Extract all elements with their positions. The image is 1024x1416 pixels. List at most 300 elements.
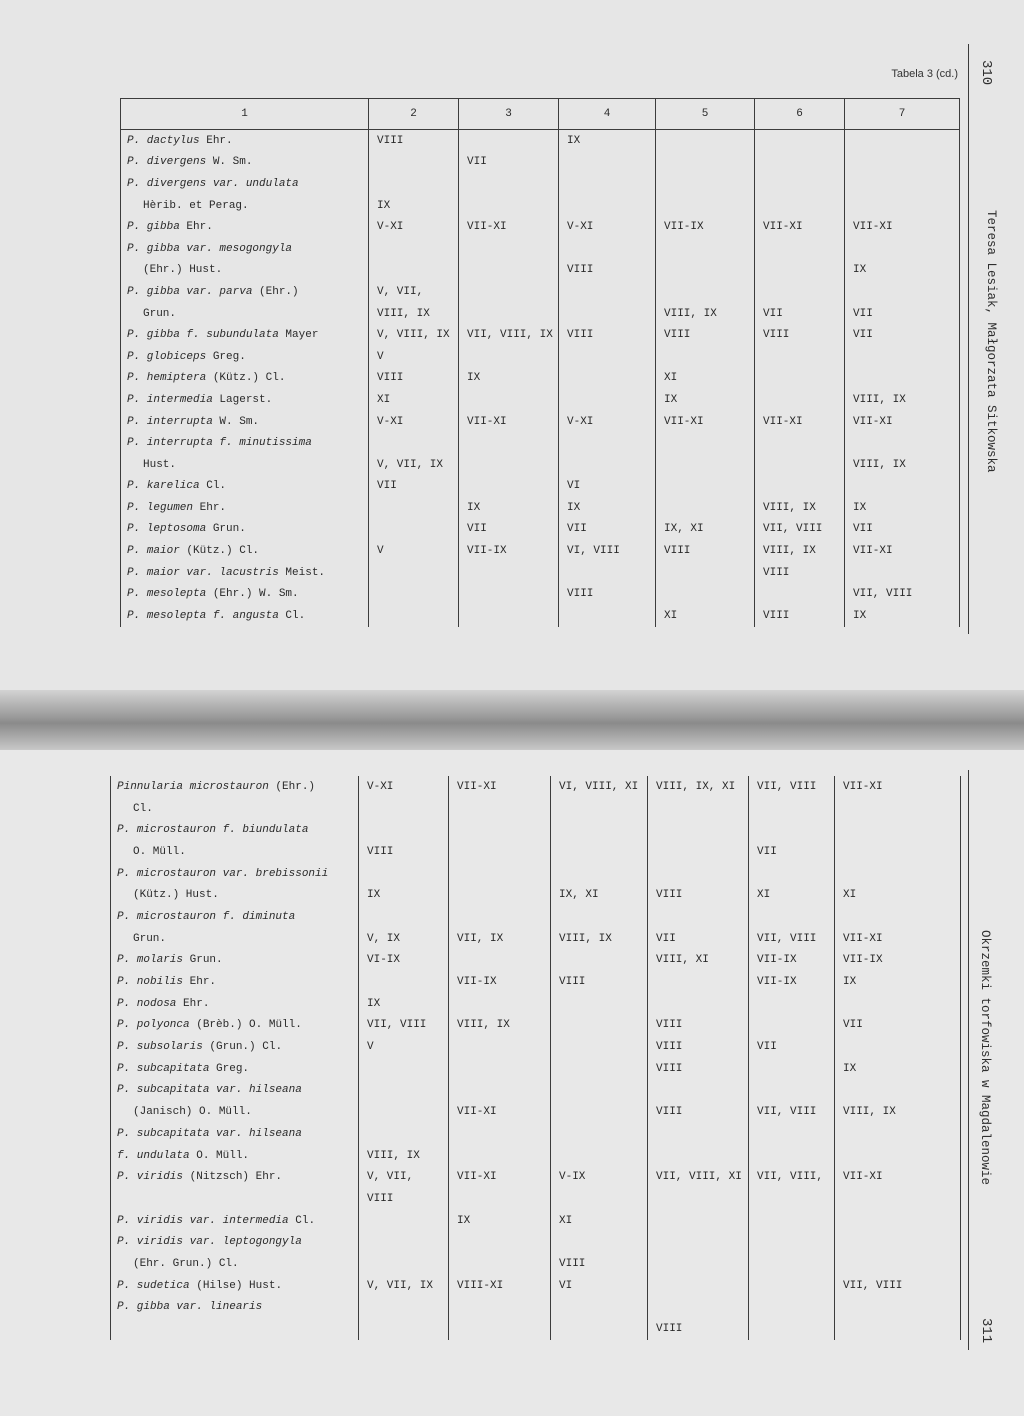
site-7-months: IX [845, 497, 960, 519]
site-7-months [835, 1318, 961, 1340]
site-6-months [749, 1210, 835, 1232]
table-row [121, 583, 960, 605]
site-6-months [755, 476, 845, 498]
site-6-months [755, 238, 845, 260]
site-7-months [835, 819, 961, 841]
site-5-months: VIII [648, 1058, 749, 1080]
taxon-name: P. gibba Ehr. [121, 216, 369, 238]
site-4-months [551, 1101, 648, 1123]
site-6-months: VII [749, 841, 835, 863]
site-7-months [845, 130, 960, 152]
taxon-name: P. viridis var. intermedia Cl. [111, 1210, 359, 1232]
taxon-name: P. intermedia Lagerst. [121, 389, 369, 411]
site-6-months [749, 1253, 835, 1275]
site-2-months: VII [369, 476, 459, 498]
site-5-months [656, 130, 755, 152]
site-4-months [551, 1231, 648, 1253]
site-4-months [551, 798, 648, 820]
site-5-months [656, 562, 755, 584]
site-7-months [835, 863, 961, 885]
site-2-months: V [369, 540, 459, 562]
site-5-months [656, 281, 755, 303]
taxon-name: P. subcapitata Greg. [111, 1058, 359, 1080]
taxon-name: P. mesolepta f. angusta Cl. [121, 605, 369, 627]
site-3-months: VII, IX [449, 928, 551, 950]
site-3-months [449, 1318, 551, 1340]
taxon-name: P. subcapitata var. hilseana [111, 1080, 359, 1102]
site-2-months [359, 971, 449, 993]
site-4-months: VI [551, 1275, 648, 1297]
site-3-months [449, 798, 551, 820]
taxon-name: P. hemiptera (Kütz.) Cl. [121, 368, 369, 390]
site-3-months [459, 605, 559, 627]
margin-rule-top [968, 44, 969, 634]
site-5-months: VIII [656, 324, 755, 346]
page-number-top: 310 [978, 60, 994, 86]
site-4-months [551, 950, 648, 972]
site-5-months: XI [656, 605, 755, 627]
site-3-months [459, 195, 559, 217]
site-4-months [559, 152, 656, 174]
table-row [111, 971, 961, 993]
running-head-title: Okrzemki torfowiska w Magdalenowie [978, 930, 992, 1186]
book-gutter [0, 690, 1024, 750]
site-3-months [459, 303, 559, 325]
site-3-months [449, 993, 551, 1015]
taxon-name: P. dactylus Ehr. [121, 130, 369, 152]
site-3-months: VII [459, 519, 559, 541]
table-row [121, 497, 960, 519]
table-row [111, 993, 961, 1015]
site-4-months: VI, VIII, XI [551, 776, 648, 798]
taxon-name: P. gibba var. mesogongyla [121, 238, 369, 260]
taxon-name: P. subcapitata var. hilseana [111, 1123, 359, 1145]
site-2-months [359, 1318, 449, 1340]
site-3-months [459, 562, 559, 584]
site-2-months: V, VII, [369, 281, 459, 303]
site-2-months [359, 1123, 449, 1145]
site-5-months [648, 1145, 749, 1167]
site-3-months: VII-XI [459, 216, 559, 238]
site-4-months [551, 1058, 648, 1080]
taxon-name: P. interrupta f. minutissima [121, 432, 369, 454]
site-2-months [369, 260, 459, 282]
site-7-months [835, 1036, 961, 1058]
site-3-months [449, 863, 551, 885]
table-row [111, 1318, 961, 1340]
site-2-months [359, 863, 449, 885]
site-7-months [835, 1080, 961, 1102]
taxon-name: Grun. [121, 303, 369, 325]
site-5-months [656, 173, 755, 195]
site-7-months: IX [845, 605, 960, 627]
site-5-months: VIII [648, 1015, 749, 1037]
site-7-months [845, 195, 960, 217]
site-3-months: VII-XI [449, 776, 551, 798]
site-6-months [755, 432, 845, 454]
column-header-2: 2 [369, 99, 459, 130]
site-6-months [749, 819, 835, 841]
site-3-months [459, 173, 559, 195]
site-4-months: VIII [551, 971, 648, 993]
site-3-months: VII-IX [449, 971, 551, 993]
site-6-months [755, 152, 845, 174]
site-4-months: VIII [559, 324, 656, 346]
site-2-months [369, 583, 459, 605]
site-7-months [835, 841, 961, 863]
table-row [121, 519, 960, 541]
site-3-months [459, 238, 559, 260]
site-5-months: VII [648, 928, 749, 950]
site-2-months: VIII [369, 130, 459, 152]
site-6-months [749, 1058, 835, 1080]
site-2-months: VIII [359, 1188, 449, 1210]
site-6-months: VIII, IX [755, 497, 845, 519]
site-4-months [551, 1036, 648, 1058]
table-caption: Tabela 3 (cd.) [891, 68, 958, 80]
site-2-months [369, 173, 459, 195]
taxon-name: P. microstauron f. biundulata [111, 819, 359, 841]
taxon-name: Hèrib. et Perag. [121, 195, 369, 217]
taxon-name: P. legumen Ehr. [121, 497, 369, 519]
table-row [121, 540, 960, 562]
site-4-months: XI [551, 1210, 648, 1232]
site-4-months [559, 303, 656, 325]
site-4-months [559, 346, 656, 368]
table-row [121, 432, 960, 454]
site-3-months: IX [449, 1210, 551, 1232]
site-7-months: VII-XI [845, 411, 960, 433]
site-5-months: VIII [648, 1101, 749, 1123]
site-3-months [459, 389, 559, 411]
site-2-months: V, VIII, IX [369, 324, 459, 346]
site-7-months: VIII, IX [845, 454, 960, 476]
site-3-months [459, 260, 559, 282]
site-2-months: VIII [369, 368, 459, 390]
taxon-name: Grun. [111, 928, 359, 950]
site-7-months: VII [835, 1015, 961, 1037]
site-3-months [459, 346, 559, 368]
site-6-months [749, 993, 835, 1015]
site-5-months [648, 971, 749, 993]
site-7-months [835, 1123, 961, 1145]
table-row [121, 389, 960, 411]
table-row [121, 605, 960, 627]
table-row [111, 1036, 961, 1058]
site-4-months [551, 1318, 648, 1340]
site-3-months: VII, VIII, IX [459, 324, 559, 346]
site-2-months: V [369, 346, 459, 368]
table-header-row [121, 99, 960, 130]
site-6-months: VII-IX [749, 971, 835, 993]
site-2-months: V [359, 1036, 449, 1058]
table-row [121, 130, 960, 152]
site-6-months: VII-XI [755, 411, 845, 433]
site-4-months [551, 1123, 648, 1145]
site-7-months: VII, VIII [835, 1275, 961, 1297]
site-5-months [648, 863, 749, 885]
site-6-months [749, 1188, 835, 1210]
site-5-months: VIII, IX [656, 303, 755, 325]
site-7-months [845, 173, 960, 195]
site-4-months: VIII [559, 583, 656, 605]
taxon-name: P. divergens var. undulata [121, 173, 369, 195]
site-6-months [749, 798, 835, 820]
site-5-months [648, 841, 749, 863]
site-2-months: V-XI [369, 411, 459, 433]
site-7-months: IX [845, 260, 960, 282]
site-2-months [369, 562, 459, 584]
taxon-name: (Ehr. Grun.) Cl. [111, 1253, 359, 1275]
site-3-months [449, 1123, 551, 1145]
site-7-months [835, 1253, 961, 1275]
site-7-months: VII-XI [845, 216, 960, 238]
site-2-months: V-XI [369, 216, 459, 238]
site-5-months [648, 819, 749, 841]
site-3-months [459, 432, 559, 454]
site-2-months: VII, VIII [359, 1015, 449, 1037]
site-7-months [845, 281, 960, 303]
site-6-months: VII, VIII, [749, 1166, 835, 1188]
site-6-months [749, 863, 835, 885]
site-6-months: VII, VIII [749, 928, 835, 950]
table-row [121, 562, 960, 584]
site-5-months [648, 1275, 749, 1297]
site-4-months: IX, XI [551, 884, 648, 906]
site-4-months [559, 454, 656, 476]
site-5-months [648, 1210, 749, 1232]
site-6-months [749, 906, 835, 928]
site-6-months [755, 389, 845, 411]
site-3-months [459, 281, 559, 303]
site-7-months [845, 238, 960, 260]
site-3-months [449, 1297, 551, 1319]
site-6-months [755, 260, 845, 282]
taxon-name: P. sudetica (Hilse) Hust. [111, 1275, 359, 1297]
site-3-months [449, 950, 551, 972]
table-row [121, 152, 960, 174]
site-5-months [656, 260, 755, 282]
table-row [111, 1123, 961, 1145]
running-head-authors: Teresa Lesiak, Małgorzata Sitkowska [984, 210, 998, 473]
taxon-name: P. nodosa Ehr. [111, 993, 359, 1015]
site-6-months: VIII [755, 562, 845, 584]
site-2-months: IX [359, 993, 449, 1015]
site-2-months [369, 519, 459, 541]
site-5-months [648, 1231, 749, 1253]
site-3-months: VIII-XI [449, 1275, 551, 1297]
site-3-months [449, 1145, 551, 1167]
site-6-months: VII, VIII [749, 776, 835, 798]
site-4-months [559, 281, 656, 303]
taxon-name: P. globiceps Greg. [121, 346, 369, 368]
table-row [111, 1188, 961, 1210]
table-row [111, 1015, 961, 1037]
table-row [121, 368, 960, 390]
site-2-months [359, 906, 449, 928]
site-7-months [835, 1297, 961, 1319]
table-row [111, 1080, 961, 1102]
site-3-months [449, 1231, 551, 1253]
site-4-months: IX [559, 130, 656, 152]
site-2-months: V, VII, [359, 1166, 449, 1188]
site-5-months [656, 476, 755, 498]
site-3-months: VII [459, 152, 559, 174]
site-3-months [449, 1058, 551, 1080]
site-3-months: IX [459, 368, 559, 390]
site-6-months: XI [749, 884, 835, 906]
site-3-months [449, 1080, 551, 1102]
site-5-months [648, 1253, 749, 1275]
taxon-name: P. gibba var. linearis [111, 1297, 359, 1319]
column-header-6: 6 [755, 99, 845, 130]
site-3-months [449, 1036, 551, 1058]
site-6-months: VII-IX [749, 950, 835, 972]
site-6-months: VIII [755, 605, 845, 627]
table-row [121, 173, 960, 195]
site-7-months: IX [835, 1058, 961, 1080]
site-2-months: V, VII, IX [359, 1275, 449, 1297]
taxon-name: P. divergens W. Sm. [121, 152, 369, 174]
site-6-months [755, 368, 845, 390]
taxon-name: (Janisch) O. Müll. [111, 1101, 359, 1123]
site-5-months: IX, XI [656, 519, 755, 541]
site-2-months [359, 819, 449, 841]
site-3-months [449, 1188, 551, 1210]
taxon-name: P. viridis (Nitzsch) Ehr. [111, 1166, 359, 1188]
table-row [111, 1166, 961, 1188]
site-4-months: V-XI [559, 411, 656, 433]
column-header-4: 4 [559, 99, 656, 130]
site-7-months [835, 906, 961, 928]
column-header-1: 1 [121, 99, 369, 130]
table-row [111, 819, 961, 841]
margin-rule-bottom [968, 770, 969, 1350]
site-2-months [369, 605, 459, 627]
column-header-5: 5 [656, 99, 755, 130]
site-6-months: VII-XI [755, 216, 845, 238]
table-row [111, 1231, 961, 1253]
site-5-months [656, 238, 755, 260]
table-row [121, 303, 960, 325]
site-4-months [559, 238, 656, 260]
site-5-months [656, 454, 755, 476]
site-5-months [648, 906, 749, 928]
site-3-months: IX [459, 497, 559, 519]
table-row [111, 1145, 961, 1167]
site-7-months: VIII, IX [835, 1101, 961, 1123]
site-6-months [749, 1275, 835, 1297]
site-2-months [359, 1210, 449, 1232]
site-5-months: VIII [648, 1318, 749, 1340]
site-4-months [551, 1015, 648, 1037]
site-4-months: V-IX [551, 1166, 648, 1188]
site-3-months [449, 819, 551, 841]
site-5-months [656, 195, 755, 217]
table-row [111, 928, 961, 950]
site-7-months [835, 993, 961, 1015]
site-3-months: VIII, IX [449, 1015, 551, 1037]
site-4-months [551, 1145, 648, 1167]
site-2-months: VIII, IX [369, 303, 459, 325]
table-row [111, 1058, 961, 1080]
site-7-months [845, 562, 960, 584]
site-4-months [559, 389, 656, 411]
site-7-months: XI [835, 884, 961, 906]
site-5-months [656, 497, 755, 519]
taxon-name: P. microstauron var. brebissonii [111, 863, 359, 885]
site-7-months [845, 432, 960, 454]
taxon-name: P. viridis var. leptogongyla [111, 1231, 359, 1253]
table-row [111, 841, 961, 863]
site-5-months: VII-XI [656, 411, 755, 433]
site-3-months [459, 454, 559, 476]
site-4-months [551, 906, 648, 928]
site-2-months [359, 1231, 449, 1253]
site-2-months: V-XI [359, 776, 449, 798]
site-3-months [459, 130, 559, 152]
site-5-months: IX [656, 389, 755, 411]
site-2-months [369, 432, 459, 454]
site-6-months: VII, VIII [749, 1101, 835, 1123]
site-7-months: VII-XI [835, 776, 961, 798]
site-3-months: VII-XI [459, 411, 559, 433]
site-4-months [551, 993, 648, 1015]
site-6-months: VII [755, 303, 845, 325]
site-2-months: V, VII, IX [369, 454, 459, 476]
site-3-months [449, 841, 551, 863]
table-row [121, 238, 960, 260]
site-6-months [749, 1015, 835, 1037]
table-row [111, 906, 961, 928]
site-4-months: IX [559, 497, 656, 519]
site-2-months: VI-IX [359, 950, 449, 972]
site-2-months [369, 238, 459, 260]
site-3-months [449, 906, 551, 928]
table-row [121, 411, 960, 433]
site-4-months: VIII [551, 1253, 648, 1275]
site-4-months: VII [559, 519, 656, 541]
column-header-3: 3 [459, 99, 559, 130]
taxon-name: P. polyonca (Brèb.) O. Müll. [111, 1015, 359, 1037]
taxon-name: P. gibba var. parva (Ehr.) [121, 281, 369, 303]
site-3-months [449, 1253, 551, 1275]
taxon-name [111, 1188, 359, 1210]
column-header-7: 7 [845, 99, 960, 130]
table-row [111, 950, 961, 972]
taxon-name [111, 1318, 359, 1340]
site-4-months [559, 173, 656, 195]
site-2-months: IX [369, 195, 459, 217]
site-2-months [369, 497, 459, 519]
site-7-months [835, 1210, 961, 1232]
site-4-months [559, 562, 656, 584]
taxon-name: (Kütz.) Hust. [111, 884, 359, 906]
site-4-months [559, 195, 656, 217]
site-7-months [835, 1188, 961, 1210]
table-row [111, 884, 961, 906]
table-row [111, 1275, 961, 1297]
site-2-months: VIII, IX [359, 1145, 449, 1167]
site-4-months [559, 605, 656, 627]
site-4-months: V-XI [559, 216, 656, 238]
table-row [111, 1253, 961, 1275]
site-4-months [551, 819, 648, 841]
site-7-months: VII [845, 303, 960, 325]
site-2-months [359, 798, 449, 820]
table-row [121, 346, 960, 368]
taxon-name: Cl. [111, 798, 359, 820]
